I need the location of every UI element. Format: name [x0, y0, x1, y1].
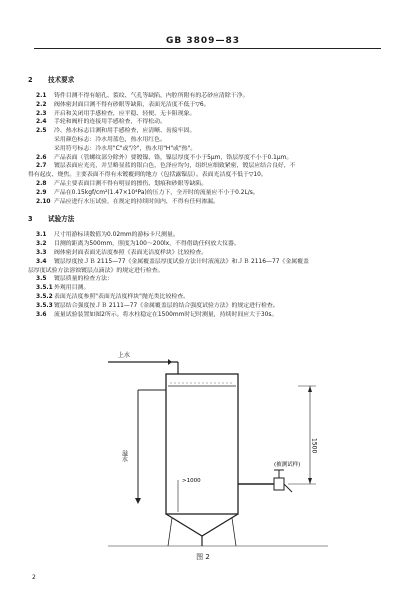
clause-text: 阀体密封面目测不得有砂眼等缺陷，表面光洁度不低于▽6。 — [54, 101, 210, 108]
overflow-arrow — [135, 498, 141, 504]
clause-number: 2.2 — [36, 101, 47, 108]
clause-continuation: 得有起皮、烧焦。主要表面不得有未镀覆到的地方（包括露镍层）。表面光洁度不低于▽10。 — [28, 172, 267, 179]
section-title: 试验方法 — [48, 215, 75, 224]
clause-text: 产品在0.15kgf/cm²(1.47×10⁴Pa)的压力下，全开时的流量应不小于0.2L/s。 — [54, 189, 259, 196]
section-heading — [28, 76, 378, 85]
clause-text: 铸件目测不得有缩孔、裂纹、气孔等缺陷，内腔所附有的芯砂应清除干净。 — [54, 93, 249, 99]
document-header: GB 3809—83 — [166, 36, 240, 46]
section-heading — [28, 215, 378, 224]
clause-text: 镀层厚度按ＪＢ 2115—77《金属覆盖层厚度试验方法计时液流法》和ＪＢ 2116—77《金属覆盖 — [54, 258, 309, 265]
clause-number: 2.5 — [36, 128, 47, 135]
clause-continuation: 采用颜色标志：冷水用蓝色，热水用红色。 — [54, 136, 166, 143]
clause — [28, 118, 378, 127]
clause — [28, 101, 378, 110]
clause-text: 镀层表面应光亮，并呈略显蓝的银白色，色泽应均匀，组织应细致紧密，镀层应结合良好，不 — [54, 163, 296, 170]
test-valve — [274, 478, 284, 490]
clause-number: 3.5.1 — [36, 285, 53, 292]
clause-number: 3.5.3 — [36, 302, 53, 309]
clause-text: 尺寸用游标读数值为0.02mm的游标卡尺测量。 — [54, 232, 179, 239]
clause-number: 2.6 — [36, 154, 47, 161]
clause-number: 2.8 — [36, 180, 47, 187]
water-tank — [166, 374, 238, 514]
clause — [28, 127, 378, 136]
clause — [28, 293, 378, 302]
clause — [28, 180, 378, 189]
clause — [28, 275, 378, 284]
height-label: 1500 — [310, 438, 318, 454]
section-number: 2 — [28, 76, 33, 84]
clause-text: 镀层结合强度按ＪＢ 2111—77《金属覆盖层的结合强度试验方法》的规定进行检查。 — [54, 302, 279, 309]
clause-number: 2.9 — [36, 189, 47, 196]
apparatus-diagram — [78, 340, 348, 550]
clause-number: 2.4 — [36, 119, 47, 126]
clause-text: 冷、热水标志目测和用手感检查，应清晰、齿接牢固。 — [54, 128, 196, 135]
clause-number: 3.5.2 — [36, 293, 53, 300]
clause — [28, 284, 378, 293]
clause — [28, 154, 378, 163]
dim-arrow-bottom — [308, 478, 312, 484]
clause — [28, 240, 378, 249]
dim-arrow-top — [308, 386, 312, 392]
valve-spout — [284, 484, 292, 492]
section-title: 技术要求 — [48, 76, 75, 84]
clause-number: 3.1 — [36, 232, 47, 239]
clause — [28, 189, 378, 198]
tank-leg — [232, 518, 236, 546]
sample-label: (被测试样) — [274, 462, 301, 468]
clause — [28, 231, 378, 240]
header-rule — [34, 48, 381, 49]
clause — [28, 92, 378, 101]
clause — [28, 110, 378, 119]
clause-text: 开启和关闭用手感检查，应平稳、轻便、无卡阻现象。 — [54, 110, 196, 117]
figure-caption: 图 2 — [196, 553, 210, 561]
clause-text: 产品主要表面目测不得有明显的擦伤、划痕和砂眼等缺陷。 — [54, 180, 208, 187]
min-depth-label: >1000 — [182, 478, 201, 484]
document-body — [28, 76, 378, 319]
clause-text: 镀层质量的检查方法： — [54, 276, 113, 283]
clause-number: 3.6 — [36, 311, 47, 318]
clause-text: 阀体密封面表面光洁度参照《表面光洁度样块》比较检查。 — [54, 249, 208, 256]
overflow-label: 溢水 — [120, 450, 128, 462]
section-number: 3 — [28, 215, 33, 224]
clause-number: 3.2 — [36, 241, 47, 248]
inlet-label: 上水 — [118, 352, 131, 359]
page-number: 2 — [32, 574, 36, 581]
clause-text: 手轮和阀杆的连接用手感检查，不得松动。 — [54, 119, 166, 126]
clause-text: 流量试验装置如图2所示。将水柱稳定在1500mm时记时测量，持续时间应大于30s。 — [54, 311, 278, 318]
clause-number: 2.7 — [36, 163, 47, 170]
tank-cone — [166, 514, 238, 536]
clause — [28, 249, 378, 258]
flow-test-figure — [78, 340, 348, 550]
clause-continuation: 层厚度试验方法溶蚀镀层点滴法》的规定进行检查。 — [28, 267, 164, 274]
clause — [28, 311, 378, 320]
clause — [28, 302, 378, 311]
clause-number: 2.10 — [36, 198, 51, 205]
clause — [28, 258, 378, 267]
clause-text: 目测的距离为500mm，照度为100～200lx，不得借助任何放大仪器。 — [54, 241, 240, 248]
clause-text: 外观用目测。 — [54, 285, 90, 292]
tank-leg — [168, 518, 172, 546]
inlet-arrow — [168, 359, 172, 365]
clause-number: 2.3 — [36, 110, 47, 117]
clause-number: 3.4 — [36, 258, 47, 265]
clause-text: 表面光洁度参照"表面光洁度样块"抛光类比较检查。 — [54, 293, 190, 300]
clause-number: 3.3 — [36, 249, 47, 256]
clause-number: 3.5 — [36, 276, 47, 283]
clause-continuation: 采用符号标志：冷水用"C"或"冷"，热水用"H"或"热"。 — [54, 145, 197, 152]
clause — [28, 198, 378, 207]
clause-number: 2.1 — [36, 93, 47, 99]
clause-text: 产品表面（管螺纹部分除外）要镀镍、铬，镍层厚度不小于5μm，铬层厚度不小于0.1μm。 — [54, 154, 293, 161]
clause-text: 产品应进行水压试验，在规定的持续时间内，不得有任何渗漏。 — [54, 198, 219, 205]
clause — [28, 162, 378, 171]
